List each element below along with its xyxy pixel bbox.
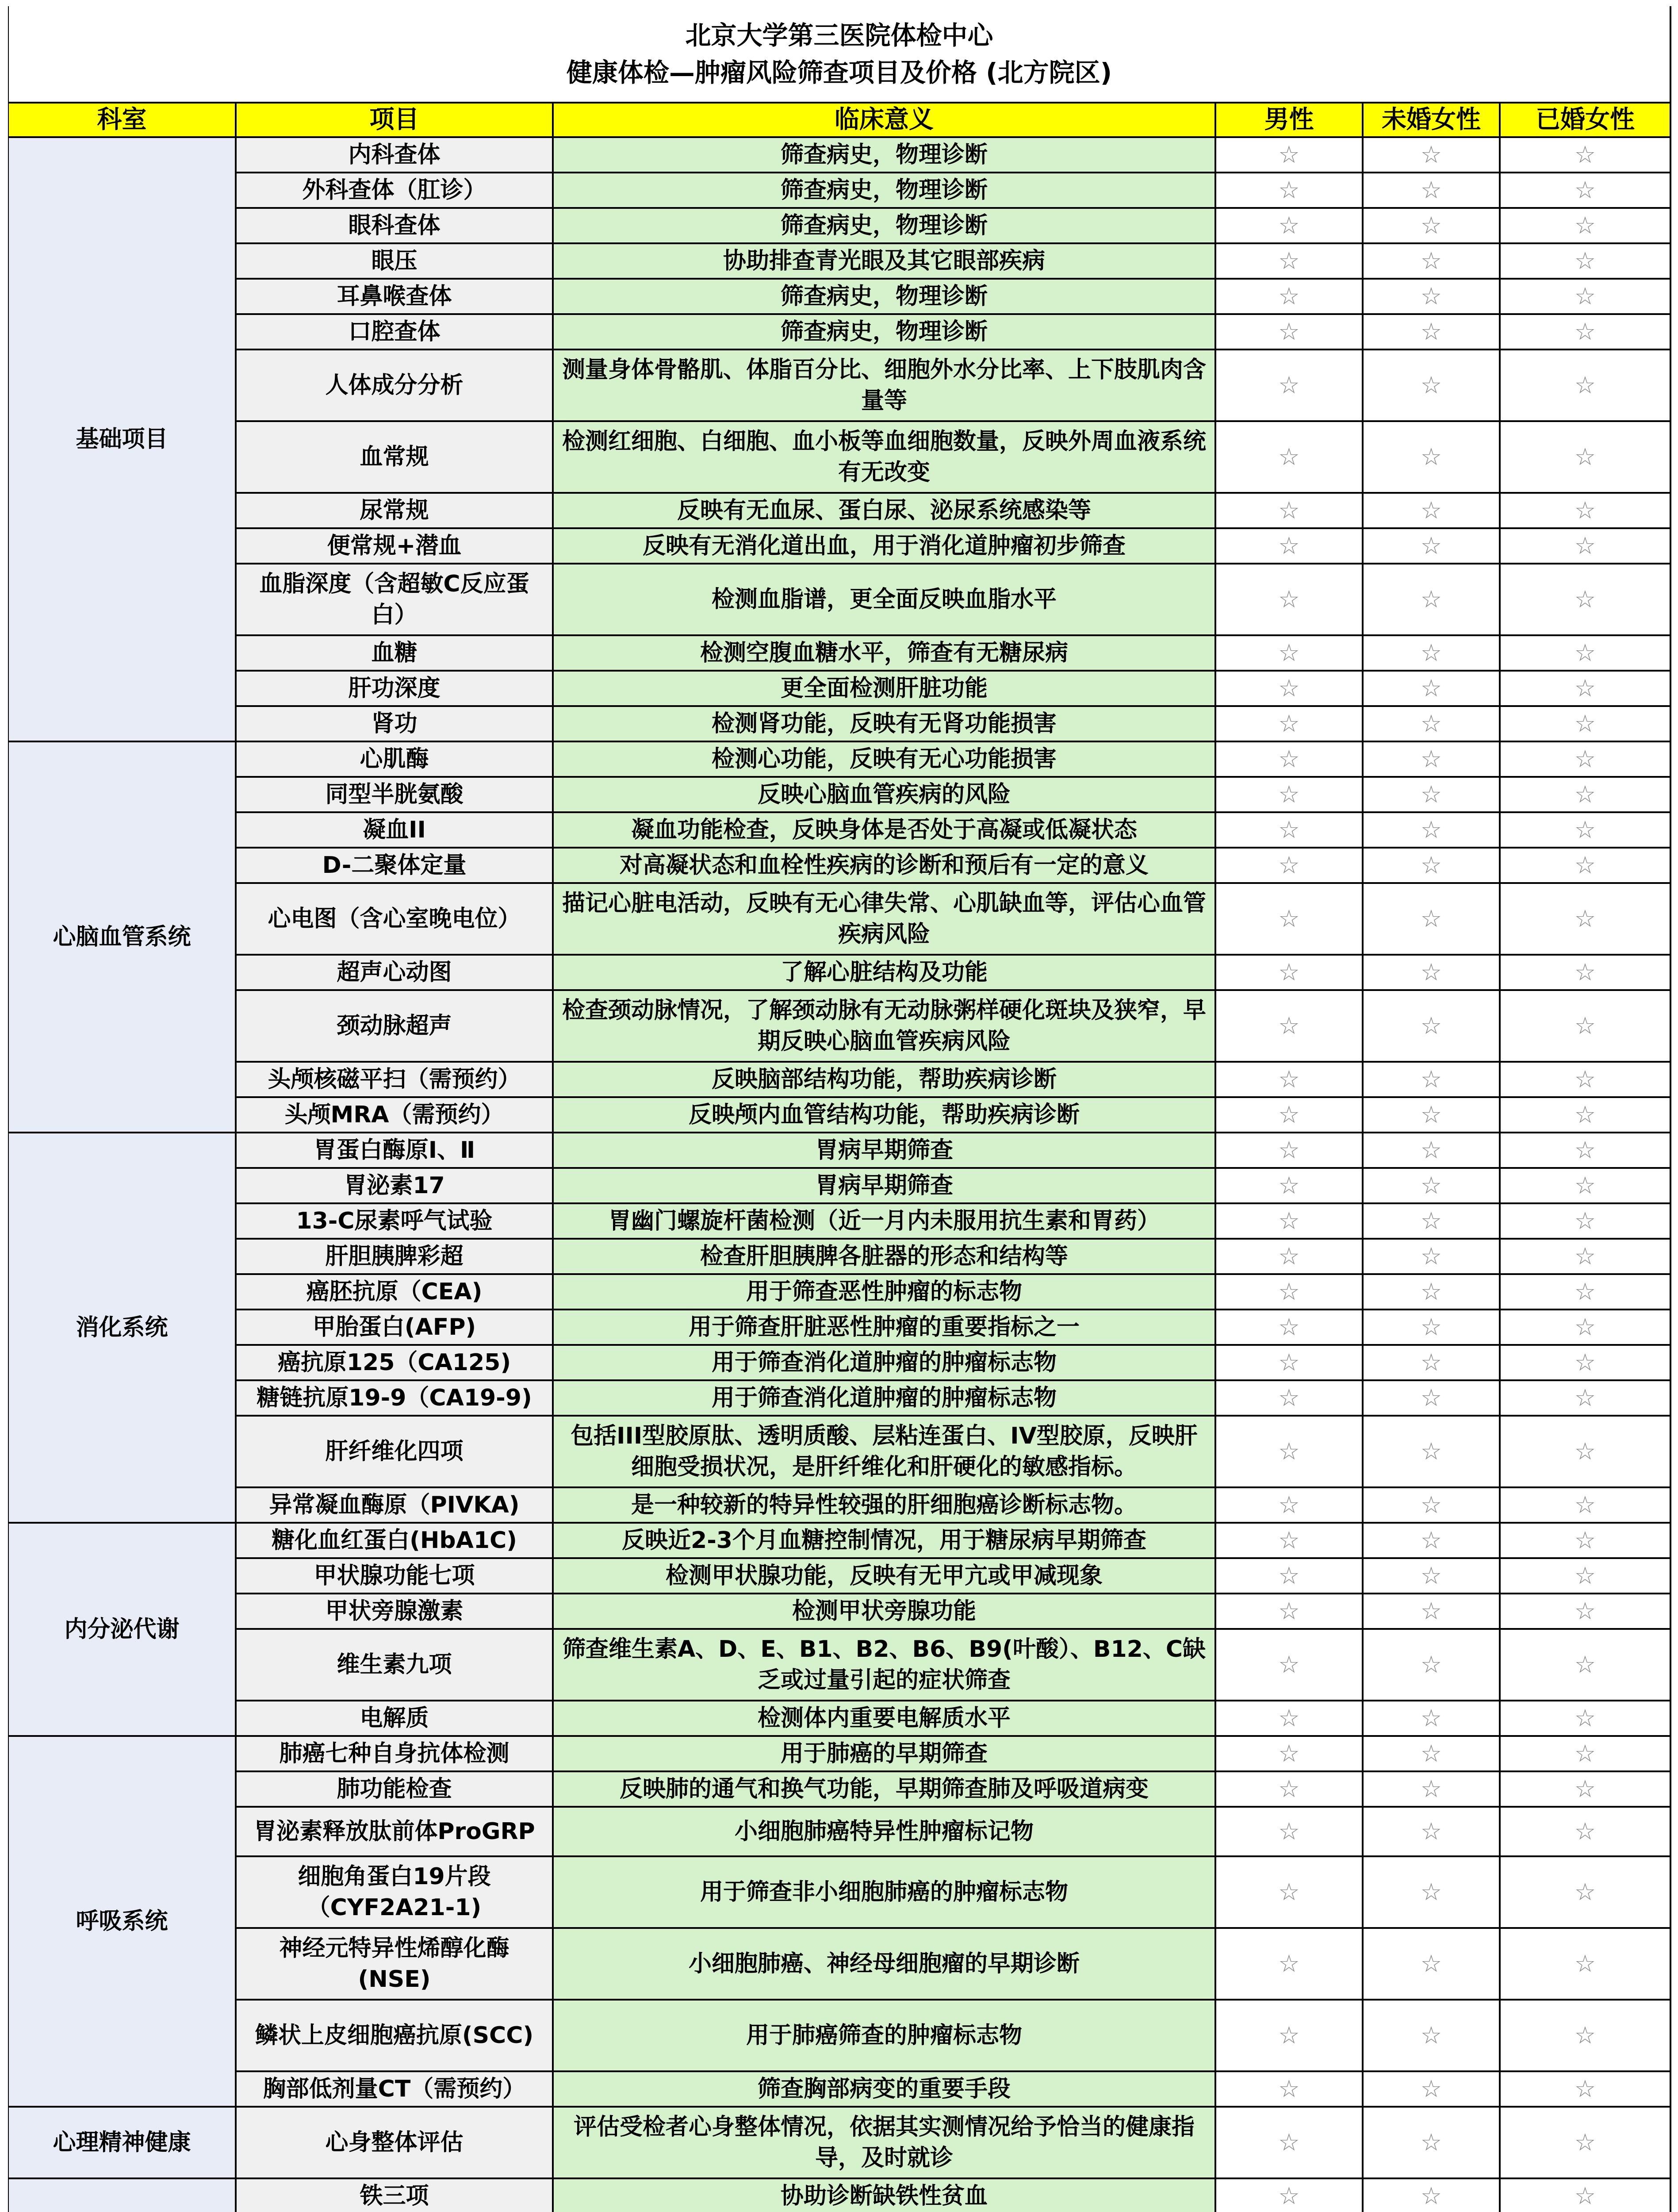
available-star-icon: ☆ bbox=[1364, 280, 1501, 315]
item-name: 心身整体评估 bbox=[237, 2108, 554, 2179]
available-star-icon: ☆ bbox=[1364, 1204, 1501, 1240]
available-star-icon: ☆ bbox=[1216, 1381, 1364, 1417]
clinical-meaning: 用于筛查非小细胞肺癌的肿瘤标志物 bbox=[554, 1857, 1216, 1929]
available-star-icon: ☆ bbox=[1364, 2108, 1501, 2179]
available-star-icon: ☆ bbox=[1364, 884, 1501, 956]
available-star-icon: ☆ bbox=[1216, 1701, 1364, 1737]
available-star-icon: ☆ bbox=[1216, 2001, 1364, 2072]
available-star-icon: ☆ bbox=[1364, 1737, 1501, 1772]
clinical-meaning: 评估受检者心身整体情况，依据其实测情况给予恰当的健康指导，及时就诊 bbox=[554, 2108, 1216, 2179]
available-star-icon: ☆ bbox=[1216, 244, 1364, 280]
col-header-married: 已婚女性 bbox=[1501, 104, 1671, 138]
available-star-icon: ☆ bbox=[1216, 2179, 1364, 2212]
item-name: 神经元特异性烯醇化酶(NSE) bbox=[237, 1929, 554, 2001]
available-star-icon: ☆ bbox=[1364, 1346, 1501, 1381]
available-star-icon: ☆ bbox=[1364, 1524, 1501, 1559]
clinical-meaning: 凝血功能检查，反映身体是否处于高凝或低凝状态 bbox=[554, 813, 1216, 849]
available-star-icon: ☆ bbox=[1501, 1381, 1671, 1417]
clinical-meaning: 检查颈动脉情况，了解颈动脉有无动脉粥样硬化斑块及狭窄，早期反映心脑血管疾病风险 bbox=[554, 991, 1216, 1063]
available-star-icon: ☆ bbox=[1216, 2072, 1364, 2108]
available-star-icon: ☆ bbox=[1501, 1417, 1671, 1488]
available-star-icon: ☆ bbox=[1364, 1098, 1501, 1133]
item-name: 颈动脉超声 bbox=[237, 991, 554, 1063]
item-name: 甲胎蛋白(AFP) bbox=[237, 1310, 554, 1346]
clinical-meaning: 协助诊断缺铁性贫血 bbox=[554, 2179, 1216, 2212]
available-star-icon: ☆ bbox=[1501, 1857, 1671, 1929]
available-star-icon: ☆ bbox=[1364, 1857, 1501, 1929]
clinical-meaning: 测量身体骨骼肌、体脂百分比、细胞外水分比率、上下肢肌肉含量等 bbox=[554, 350, 1216, 422]
available-star-icon: ☆ bbox=[1364, 209, 1501, 244]
clinical-meaning: 检查肝胆胰脾各脏器的形态和结构等 bbox=[554, 1240, 1216, 1275]
available-star-icon: ☆ bbox=[1216, 1310, 1364, 1346]
clinical-meaning: 对高凝状态和血栓性疾病的诊断和预后有一定的意义 bbox=[554, 849, 1216, 884]
available-star-icon: ☆ bbox=[1364, 494, 1501, 529]
item-name: 血糖 bbox=[237, 636, 554, 672]
item-name: 心电图（含心室晚电位） bbox=[237, 884, 554, 956]
available-star-icon: ☆ bbox=[1501, 956, 1671, 991]
available-star-icon: ☆ bbox=[1216, 884, 1364, 956]
clinical-meaning: 用于肺癌筛查的肿瘤标志物 bbox=[554, 2001, 1216, 2072]
available-star-icon: ☆ bbox=[1364, 1275, 1501, 1310]
available-star-icon: ☆ bbox=[1501, 672, 1671, 707]
item-name: 肾功 bbox=[237, 707, 554, 742]
available-star-icon: ☆ bbox=[1216, 315, 1364, 350]
available-star-icon: ☆ bbox=[1216, 1417, 1364, 1488]
available-star-icon: ☆ bbox=[1364, 778, 1501, 813]
available-star-icon: ☆ bbox=[1501, 350, 1671, 422]
col-header-unmarried: 未婚女性 bbox=[1364, 104, 1501, 138]
available-star-icon: ☆ bbox=[1216, 1063, 1364, 1098]
available-star-icon: ☆ bbox=[1364, 350, 1501, 422]
clinical-meaning: 用于筛查消化道肿瘤的肿瘤标志物 bbox=[554, 1381, 1216, 1417]
available-star-icon: ☆ bbox=[1501, 1169, 1671, 1204]
available-star-icon: ☆ bbox=[1501, 2179, 1671, 2212]
item-name: 铁三项 bbox=[237, 2179, 554, 2212]
item-name: 耳鼻喉查体 bbox=[237, 280, 554, 315]
clinical-meaning: 用于肺癌的早期筛查 bbox=[554, 1737, 1216, 1772]
available-star-icon: ☆ bbox=[1364, 1808, 1501, 1857]
clinical-meaning: 检测甲状腺功能，反映有无甲亢或甲减现象 bbox=[554, 1559, 1216, 1594]
available-star-icon: ☆ bbox=[1216, 2108, 1364, 2179]
available-star-icon: ☆ bbox=[1501, 849, 1671, 884]
available-star-icon: ☆ bbox=[1364, 1488, 1501, 1524]
item-name: 维生素九项 bbox=[237, 1630, 554, 1701]
page-subtitle: 健康体检—肿瘤风险筛查项目及价格 (北方院区) bbox=[566, 58, 1112, 88]
available-star-icon: ☆ bbox=[1216, 280, 1364, 315]
item-name: 血常规 bbox=[237, 422, 554, 494]
clinical-meaning: 反映脑部结构功能，帮助疾病诊断 bbox=[554, 1063, 1216, 1098]
available-star-icon: ☆ bbox=[1216, 565, 1364, 636]
available-star-icon: ☆ bbox=[1501, 138, 1671, 173]
available-star-icon: ☆ bbox=[1216, 1275, 1364, 1310]
clinical-meaning: 小细胞肺癌特异性肿瘤标记物 bbox=[554, 1808, 1216, 1857]
clinical-meaning: 检测血脂谱，更全面反映血脂水平 bbox=[554, 565, 1216, 636]
item-name: 口腔查体 bbox=[237, 315, 554, 350]
available-star-icon: ☆ bbox=[1216, 1204, 1364, 1240]
available-star-icon: ☆ bbox=[1216, 849, 1364, 884]
available-star-icon: ☆ bbox=[1216, 707, 1364, 742]
clinical-meaning: 筛查病史，物理诊断 bbox=[554, 138, 1216, 173]
available-star-icon: ☆ bbox=[1501, 173, 1671, 209]
item-name: 肝纤维化四项 bbox=[237, 1417, 554, 1488]
available-star-icon: ☆ bbox=[1216, 494, 1364, 529]
available-star-icon: ☆ bbox=[1364, 1929, 1501, 2001]
item-name: 肝功深度 bbox=[237, 672, 554, 707]
available-star-icon: ☆ bbox=[1501, 422, 1671, 494]
available-star-icon: ☆ bbox=[1364, 1559, 1501, 1594]
available-star-icon: ☆ bbox=[1501, 2072, 1671, 2108]
available-star-icon: ☆ bbox=[1501, 1630, 1671, 1701]
item-name: 肺癌七种自身抗体检测 bbox=[237, 1737, 554, 1772]
page-header bbox=[9, 6, 1671, 104]
available-star-icon: ☆ bbox=[1364, 1169, 1501, 1204]
col-header-male: 男性 bbox=[1216, 104, 1364, 138]
available-star-icon: ☆ bbox=[1364, 1381, 1501, 1417]
available-star-icon: ☆ bbox=[1364, 565, 1501, 636]
available-star-icon: ☆ bbox=[1216, 672, 1364, 707]
clinical-meaning: 是一种较新的特异性较强的肝细胞癌诊断标志物。 bbox=[554, 1488, 1216, 1524]
clinical-meaning: 筛查病史，物理诊断 bbox=[554, 209, 1216, 244]
clinical-meaning: 反映有无消化道出血，用于消化道肿瘤初步筛查 bbox=[554, 529, 1216, 565]
available-star-icon: ☆ bbox=[1501, 494, 1671, 529]
available-star-icon: ☆ bbox=[1216, 1737, 1364, 1772]
available-star-icon: ☆ bbox=[1364, 1240, 1501, 1275]
available-star-icon: ☆ bbox=[1364, 1133, 1501, 1169]
department-label: 内分泌代谢 bbox=[9, 1524, 237, 1737]
available-star-icon: ☆ bbox=[1364, 2001, 1501, 2072]
available-star-icon: ☆ bbox=[1501, 1063, 1671, 1098]
clinical-meaning: 检测空腹血糖水平，筛查有无糖尿病 bbox=[554, 636, 1216, 672]
available-star-icon: ☆ bbox=[1364, 138, 1501, 173]
item-name: 血脂深度（含超敏C反应蛋白） bbox=[237, 565, 554, 636]
item-name: 同型半胱氨酸 bbox=[237, 778, 554, 813]
available-star-icon: ☆ bbox=[1364, 956, 1501, 991]
available-star-icon: ☆ bbox=[1216, 1559, 1364, 1594]
available-star-icon: ☆ bbox=[1216, 813, 1364, 849]
available-star-icon: ☆ bbox=[1364, 1310, 1501, 1346]
available-star-icon: ☆ bbox=[1501, 1240, 1671, 1275]
item-name: 外科查体（肛诊） bbox=[237, 173, 554, 209]
item-name: 糖化血红蛋白(HbA1C) bbox=[237, 1524, 554, 1559]
available-star-icon: ☆ bbox=[1364, 422, 1501, 494]
available-star-icon: ☆ bbox=[1216, 138, 1364, 173]
available-star-icon: ☆ bbox=[1216, 350, 1364, 422]
item-name: 糖链抗原19-9（CA19-9) bbox=[237, 1381, 554, 1417]
available-star-icon: ☆ bbox=[1501, 1772, 1671, 1808]
available-star-icon: ☆ bbox=[1364, 1630, 1501, 1701]
available-star-icon: ☆ bbox=[1501, 280, 1671, 315]
item-name: 头颅核磁平扫（需预约） bbox=[237, 1063, 554, 1098]
available-star-icon: ☆ bbox=[1364, 244, 1501, 280]
available-star-icon: ☆ bbox=[1501, 1737, 1671, 1772]
item-name: 甲状腺功能七项 bbox=[237, 1559, 554, 1594]
available-star-icon: ☆ bbox=[1216, 1808, 1364, 1857]
available-star-icon: ☆ bbox=[1501, 1488, 1671, 1524]
col-header-department: 科室 bbox=[9, 104, 237, 138]
department-label: 呼吸系统 bbox=[9, 1737, 237, 2108]
available-star-icon: ☆ bbox=[1501, 778, 1671, 813]
available-star-icon: ☆ bbox=[1501, 636, 1671, 672]
item-name: 尿常规 bbox=[237, 494, 554, 529]
item-name: 胸部低剂量CT（需预约） bbox=[237, 2072, 554, 2108]
item-name: 眼压 bbox=[237, 244, 554, 280]
available-star-icon: ☆ bbox=[1216, 1630, 1364, 1701]
available-star-icon: ☆ bbox=[1501, 2108, 1671, 2179]
page-title: 北京大学第三医院体检中心 bbox=[685, 20, 993, 50]
item-name: 人体成分分析 bbox=[237, 350, 554, 422]
item-name: 甲状旁腺激素 bbox=[237, 1594, 554, 1630]
available-star-icon: ☆ bbox=[1364, 1772, 1501, 1808]
available-star-icon: ☆ bbox=[1364, 1063, 1501, 1098]
clinical-meaning: 检测红细胞、白细胞、血小板等血细胞数量，反映外周血液系统有无改变 bbox=[554, 422, 1216, 494]
available-star-icon: ☆ bbox=[1364, 315, 1501, 350]
item-name: 胃泌素17 bbox=[237, 1169, 554, 1204]
available-star-icon: ☆ bbox=[1501, 244, 1671, 280]
available-star-icon: ☆ bbox=[1501, 209, 1671, 244]
item-name: 13-C尿素呼气试验 bbox=[237, 1204, 554, 1240]
item-name: 眼科查体 bbox=[237, 209, 554, 244]
clinical-meaning: 更全面检测肝脏功能 bbox=[554, 672, 1216, 707]
available-star-icon: ☆ bbox=[1501, 1808, 1671, 1857]
item-name: 凝血II bbox=[237, 813, 554, 849]
available-star-icon: ☆ bbox=[1501, 707, 1671, 742]
clinical-meaning: 筛查病史，物理诊断 bbox=[554, 280, 1216, 315]
available-star-icon: ☆ bbox=[1364, 1594, 1501, 1630]
col-header-item: 项目 bbox=[237, 104, 554, 138]
available-star-icon: ☆ bbox=[1216, 1594, 1364, 1630]
item-name: 肺功能检查 bbox=[237, 1772, 554, 1808]
item-name: 胃泌素释放肽前体ProGRP bbox=[237, 1808, 554, 1857]
available-star-icon: ☆ bbox=[1364, 1701, 1501, 1737]
clinical-meaning: 胃病早期筛查 bbox=[554, 1133, 1216, 1169]
item-name: 癌抗原125（CA125) bbox=[237, 1346, 554, 1381]
item-name: 电解质 bbox=[237, 1701, 554, 1737]
department-label: 基础项目 bbox=[9, 138, 237, 742]
available-star-icon: ☆ bbox=[1501, 1275, 1671, 1310]
clinical-meaning: 检测甲状旁腺功能 bbox=[554, 1594, 1216, 1630]
available-star-icon: ☆ bbox=[1501, 1929, 1671, 2001]
item-name: 细胞角蛋白19片段（CYF2A21-1) bbox=[237, 1857, 554, 1929]
item-name: 鳞状上皮细胞癌抗原(SCC) bbox=[237, 2001, 554, 2072]
available-star-icon: ☆ bbox=[1501, 1346, 1671, 1381]
department-label bbox=[9, 2179, 237, 2212]
clinical-meaning: 检测肾功能，反映有无肾功能损害 bbox=[554, 707, 1216, 742]
item-name: D-二聚体定量 bbox=[237, 849, 554, 884]
available-star-icon: ☆ bbox=[1216, 1772, 1364, 1808]
available-star-icon: ☆ bbox=[1216, 1524, 1364, 1559]
clinical-meaning: 筛查病史，物理诊断 bbox=[554, 315, 1216, 350]
clinical-meaning: 检测体内重要电解质水平 bbox=[554, 1701, 1216, 1737]
clinical-meaning: 筛查维生素A、D、E、B1、B2、B6、B9(叶酸）、B12、C缺乏或过量引起的症状筛查 bbox=[554, 1630, 1216, 1701]
available-star-icon: ☆ bbox=[1216, 1133, 1364, 1169]
item-name: 头颅MRA（需预约） bbox=[237, 1098, 554, 1133]
clinical-meaning: 用于筛查消化道肿瘤的肿瘤标志物 bbox=[554, 1346, 1216, 1381]
item-name: 肝胆胰脾彩超 bbox=[237, 1240, 554, 1275]
col-header-meaning: 临床意义 bbox=[554, 104, 1216, 138]
clinical-meaning: 小细胞肺癌、神经母细胞瘤的早期诊断 bbox=[554, 1929, 1216, 2001]
available-star-icon: ☆ bbox=[1216, 742, 1364, 778]
available-star-icon: ☆ bbox=[1216, 636, 1364, 672]
available-star-icon: ☆ bbox=[1216, 422, 1364, 494]
available-star-icon: ☆ bbox=[1364, 2072, 1501, 2108]
clinical-meaning: 胃病早期筛查 bbox=[554, 1169, 1216, 1204]
clinical-meaning: 反映近2-3个月血糖控制情况，用于糖尿病早期筛查 bbox=[554, 1524, 1216, 1559]
available-star-icon: ☆ bbox=[1501, 1701, 1671, 1737]
available-star-icon: ☆ bbox=[1364, 529, 1501, 565]
available-star-icon: ☆ bbox=[1216, 1488, 1364, 1524]
clinical-meaning: 反映肺的通气和换气功能，早期筛查肺及呼吸道病变 bbox=[554, 1772, 1216, 1808]
available-star-icon: ☆ bbox=[1216, 1929, 1364, 2001]
available-star-icon: ☆ bbox=[1364, 173, 1501, 209]
clinical-meaning: 用于筛查肝脏恶性肿瘤的重要指标之一 bbox=[554, 1310, 1216, 1346]
available-star-icon: ☆ bbox=[1501, 813, 1671, 849]
item-name: 心肌酶 bbox=[237, 742, 554, 778]
clinical-meaning: 筛查胸部病变的重要手段 bbox=[554, 2072, 1216, 2108]
clinical-meaning: 协助排查青光眼及其它眼部疾病 bbox=[554, 244, 1216, 280]
available-star-icon: ☆ bbox=[1364, 742, 1501, 778]
clinical-meaning: 用于筛查恶性肿瘤的标志物 bbox=[554, 1275, 1216, 1310]
available-star-icon: ☆ bbox=[1216, 991, 1364, 1063]
clinical-meaning: 包括III型胶原肽、透明质酸、层粘连蛋白、IV型胶原，反映肝细胞受损状况，是肝纤维化和肝硬化的敏感指标。 bbox=[554, 1417, 1216, 1488]
available-star-icon: ☆ bbox=[1216, 1240, 1364, 1275]
clinical-meaning: 胃幽门螺旋杆菌检测（近一月内未服用抗生素和胃药） bbox=[554, 1204, 1216, 1240]
available-star-icon: ☆ bbox=[1216, 173, 1364, 209]
available-star-icon: ☆ bbox=[1364, 672, 1501, 707]
available-star-icon: ☆ bbox=[1501, 529, 1671, 565]
available-star-icon: ☆ bbox=[1501, 742, 1671, 778]
clinical-meaning: 筛查病史，物理诊断 bbox=[554, 173, 1216, 209]
available-star-icon: ☆ bbox=[1501, 1098, 1671, 1133]
clinical-meaning: 检测心功能，反映有无心功能损害 bbox=[554, 742, 1216, 778]
clinical-meaning: 了解心脏结构及功能 bbox=[554, 956, 1216, 991]
available-star-icon: ☆ bbox=[1501, 565, 1671, 636]
department-label: 心脑血管系统 bbox=[9, 742, 237, 1133]
available-star-icon: ☆ bbox=[1216, 529, 1364, 565]
item-name: 超声心动图 bbox=[237, 956, 554, 991]
available-star-icon: ☆ bbox=[1216, 778, 1364, 813]
item-name: 癌胚抗原（CEA) bbox=[237, 1275, 554, 1310]
available-star-icon: ☆ bbox=[1364, 1417, 1501, 1488]
available-star-icon: ☆ bbox=[1501, 1559, 1671, 1594]
available-star-icon: ☆ bbox=[1501, 1310, 1671, 1346]
available-star-icon: ☆ bbox=[1501, 991, 1671, 1063]
department-label: 消化系统 bbox=[9, 1133, 237, 1524]
item-name: 胃蛋白酶原Ⅰ、Ⅱ bbox=[237, 1133, 554, 1169]
available-star-icon: ☆ bbox=[1216, 1169, 1364, 1204]
available-star-icon: ☆ bbox=[1501, 1524, 1671, 1559]
available-star-icon: ☆ bbox=[1364, 849, 1501, 884]
clinical-meaning: 反映心脑血管疾病的风险 bbox=[554, 778, 1216, 813]
available-star-icon: ☆ bbox=[1501, 1133, 1671, 1169]
available-star-icon: ☆ bbox=[1364, 2179, 1501, 2212]
available-star-icon: ☆ bbox=[1216, 1346, 1364, 1381]
department-label: 心理精神健康 bbox=[9, 2108, 237, 2179]
available-star-icon: ☆ bbox=[1216, 1857, 1364, 1929]
available-star-icon: ☆ bbox=[1364, 991, 1501, 1063]
available-star-icon: ☆ bbox=[1216, 209, 1364, 244]
item-name: 异常凝血酶原（PIVKA) bbox=[237, 1488, 554, 1524]
item-name: 便常规+潜血 bbox=[237, 529, 554, 565]
clinical-meaning: 描记心脏电活动，反映有无心律失常、心肌缺血等，评估心血管疾病风险 bbox=[554, 884, 1216, 956]
available-star-icon: ☆ bbox=[1364, 707, 1501, 742]
available-star-icon: ☆ bbox=[1501, 2001, 1671, 2072]
available-star-icon: ☆ bbox=[1216, 956, 1364, 991]
item-name: 内科查体 bbox=[237, 138, 554, 173]
available-star-icon: ☆ bbox=[1501, 1594, 1671, 1630]
available-star-icon: ☆ bbox=[1216, 1098, 1364, 1133]
available-star-icon: ☆ bbox=[1501, 884, 1671, 956]
clinical-meaning: 反映颅内血管结构功能，帮助疾病诊断 bbox=[554, 1098, 1216, 1133]
available-star-icon: ☆ bbox=[1501, 1204, 1671, 1240]
clinical-meaning: 反映有无血尿、蛋白尿、泌尿系统感染等 bbox=[554, 494, 1216, 529]
available-star-icon: ☆ bbox=[1364, 813, 1501, 849]
available-star-icon: ☆ bbox=[1364, 636, 1501, 672]
available-star-icon: ☆ bbox=[1501, 315, 1671, 350]
